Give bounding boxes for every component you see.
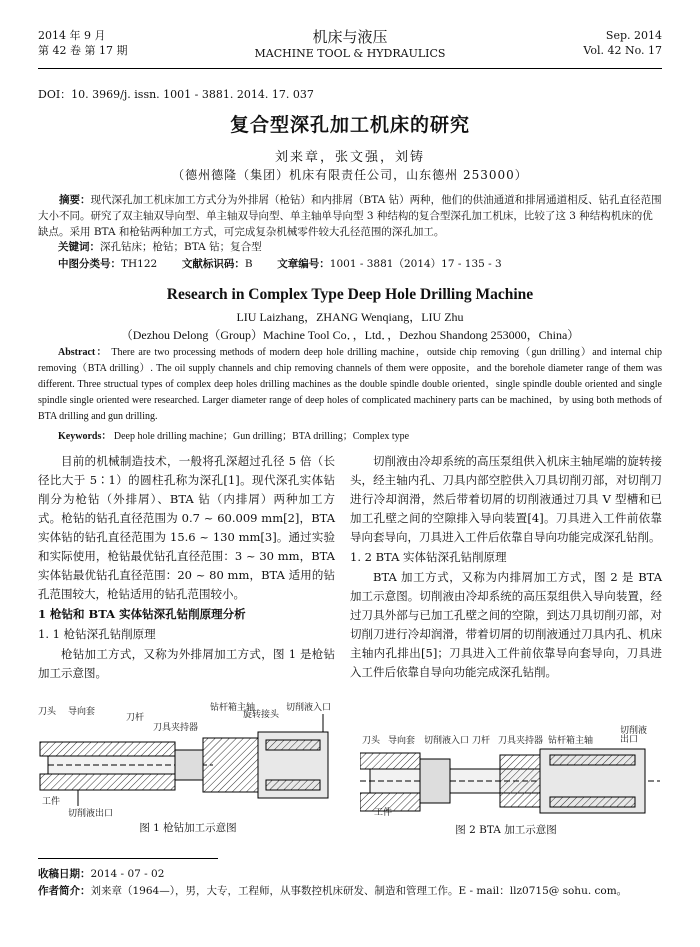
abstract-en [38,345,662,425]
fig1-label-coolant-outlet: 切削液出口 [68,809,114,819]
section-1-2-heading: 1. 2 BTA 实体钻深孔钻削原理 [350,550,507,564]
figure-2-bta [360,726,660,820]
abstract-en-text: There are two processing methods of modern deep hole drilling machine，outside chip removing（gun drilling）and internal chip removing（BTA drilling）. The oil supply channels and chip removing channels of them were opposite，and the borehole diameter range of them was different. Three structual types of complex deep holes drilling machines as the double spindle double oriented，single spindle double oriented and single spindle single oriented were researched. Larger diameter range of deep holes of complicated machinery parts can be machined，by using both methods of BTA drilling and gun drilling. [38,347,662,422]
guide-unit [420,759,450,803]
affiliation-en: （Dezhou Delong（Group）Machine Tool Co．，Ltd．，Dezhou Shandong 253000，China） [120,328,580,342]
fig2-label-workpiece: 工件 [374,808,393,818]
affiliation-cn: （德州德隆（集团）机床有限责任公司，山东德州 253000） [172,168,528,182]
journal-name-cn: 机床与液压 [312,28,388,46]
article-label: 文章编号： [277,258,330,270]
section-1-1-heading: 1. 1 枪钻深孔钻削原理 [38,627,156,641]
bearing-top [550,755,635,765]
fig2-label-coolant-outlet: 切削液出口 [620,726,648,745]
abstract-en-label: Abstract： [58,347,108,358]
header-volume-en: Vol. 42 No. 17 [583,44,662,57]
figure-2-caption: 图 2 BTA 加工示意图 [455,824,557,836]
fig2-label-spindle: 钻杆箱主轴 [548,736,594,746]
abstract-cn [38,192,662,240]
doi: DOI：10. 3969/j. issn. 1001 - 3881. 2014. 17. 037 [38,88,314,101]
paragraph-gun-drill-flow: 切削液由冷却系统的高压泵组供入机床主轴尾端的旋转接头，经主轴内孔、刀具内部空腔供入刀具切削刃部，对切削刀进行冷却润滑，然后带着切屑的切削液通过刀具 V 型槽和已加工孔壁之间的空隙排入导向装置[4]。刀具进入工件前依靠导向套导向，刀具进入工件后依靠自导向功能完成深孔钻削。 [350,454,662,544]
fig1-label-workpiece: 工件 [42,797,61,807]
fig2-label-cutter-head: 刀头 [362,736,381,746]
journal-name-en: MACHINE TOOL & HYDRAULICS [254,47,446,60]
fig1-label-cutter-head: 刀头 [38,707,57,717]
bearing-bottom [266,780,320,790]
received-label: 收稿日期： [38,868,91,880]
bearing-bottom [550,797,635,807]
authors-en: LIU Laizhang，ZHANG Wenqiang，LIU Zhu [236,310,464,324]
bearing-top [266,740,320,750]
classification-line [58,257,502,272]
header-date-en: Sep. 2014 [605,29,662,42]
fig2-label-coolant-inlet: 切削液入口 [424,736,470,746]
abstract-cn-label: 摘要： [59,194,91,206]
keywords-cn-label: 关键词： [58,241,100,253]
workpiece-top [360,753,420,769]
class-label: 中图分类号： [58,258,121,270]
figure-1-caption: 图 1 枪钻加工示意图 [139,822,237,834]
footnote-received [38,866,164,882]
article-value: 1001 - 3881（2014）17 - 135 - 3 [329,258,502,270]
fig2-label-guide-bush: 导向套 [388,736,416,746]
paragraph-intro: 目前的机械制造技术，一般将孔深超过孔径 5 倍（长径比大于 5∶1）的圆柱孔称为深孔[1]。现代深孔实体钻削分为枪钻（外排屑）、BTA 钻（内排屑）两种加工方式。枪钻的钻孔直径范围为 0.7 ~ 60.009 mm[2]，BTA 实体钻的钻孔直径范围为 15.6 ~ 130 mm[3]。通过实验和实际使用，枪钻最优钻孔直径范围：3 ~ 30 mm，BTA 实体钻最优钻孔直径范围：20 ~ 80 mm，BTA 适用的钻孔范围较大，枪钻适用的钻孔范围较小。 [38,454,335,601]
tool-holder [203,738,258,792]
tool-holder [500,755,540,807]
title-en: Research in Complex Type Deep Hole Drilling Machine [166,286,534,303]
doccode-label: 文献标识码： [181,258,245,270]
doccode-value: B [244,258,253,270]
section-1-heading: 1 枪钻和 BTA 实体钻深孔钻削原理分析 [38,607,246,621]
received-date: 2014 - 07 - 02 [90,868,165,880]
running-header [38,28,662,69]
authors-cn: 刘来章，张文强，刘铸 [274,150,425,165]
author-label: 作者简介： [38,885,91,897]
fig1-label-shank: 刀杆 [126,713,145,723]
fig1-label-spindle: 钻杆箱主轴 [210,703,256,713]
keywords-en-text: Deep hole drilling machine；Gun drilling；BTA drilling；Complex type [113,431,410,442]
fig2-label-tool-holder: 刀具夹持器 [498,736,544,746]
keywords-cn-text: 深孔钻床；枪钻；BTA 钻；复合型 [100,241,262,253]
fig1-label-tool-holder: 刀具夹持器 [153,723,199,733]
paragraph-bta: BTA 加工方式，又称为内排屑加工方式，图 2 是 BTA 加工示意图。切削液由冷却系统的高压泵组供入导向装置，经过刀具外部与已加工孔壁之间的空隙，到达刀具切削刃部，对切削刀进行冷却润滑，带着切屑的切削液通过刀具内孔、机床主轴内孔排出[5]；刀具进入工件前依靠导向套导向，刀具进入工件后依靠自导向功能完成深孔钻削。 [350,570,662,679]
footnote-author [38,883,627,899]
figure-1-gun-drill [38,703,338,819]
body-left-column [38,452,335,683]
workpiece-top [40,742,175,756]
class-value: TH122 [121,258,158,270]
author-bio: 刘来章（1964—），男，大专，工程师，从事数控机床研发、制造和管理工作。E - mail：llz0715@ sohu. com。 [90,885,628,897]
abstract-cn-text: 现代深孔加工机床加工方式分为外排屑（枪钻）和内排屑（BTA 钻）两种，他们的供油通道和排屑通道相反、钻孔直径范围大小不同。研究了双主轴双导向型、单主轴双导向型、单主轴单导向型 3 种结构的复合型深孔加工机床，比较了这 3 种结构机床的优缺点。采用 BTA 和枪钻两种加工方式，可完成复杂机械零件较大孔径范围的深孔加工。 [38,194,662,238]
header-date: 2014 年 9 月 [38,29,106,42]
header-right [583,28,662,58]
fig1-label-rotary-joint: 旋转接头 [243,710,280,720]
title-cn: 复合型深孔加工机床的研究 [229,114,470,136]
fig1-label-coolant-inlet: 切削液入口 [286,703,332,713]
guide-bush [175,750,203,780]
body-right-column [350,452,662,682]
fig1-label-guide-bush: 导向套 [68,707,96,717]
keywords-en-label: Keywords： [58,431,112,442]
figure-2-drawing [360,745,660,820]
footnote-rule [38,858,218,859]
paragraph-gun-drill: 枪钻加工方式，又称为外排屑加工方式，图 1 是枪钻加工示意图。 [38,647,335,680]
workpiece-bottom [40,774,175,790]
keywords-en [58,427,409,442]
header-volume: 第 42 卷 第 17 期 [38,44,128,57]
keywords-cn [58,240,262,255]
header-center [38,28,662,61]
fig2-label-shank: 刀杆 [472,736,491,746]
